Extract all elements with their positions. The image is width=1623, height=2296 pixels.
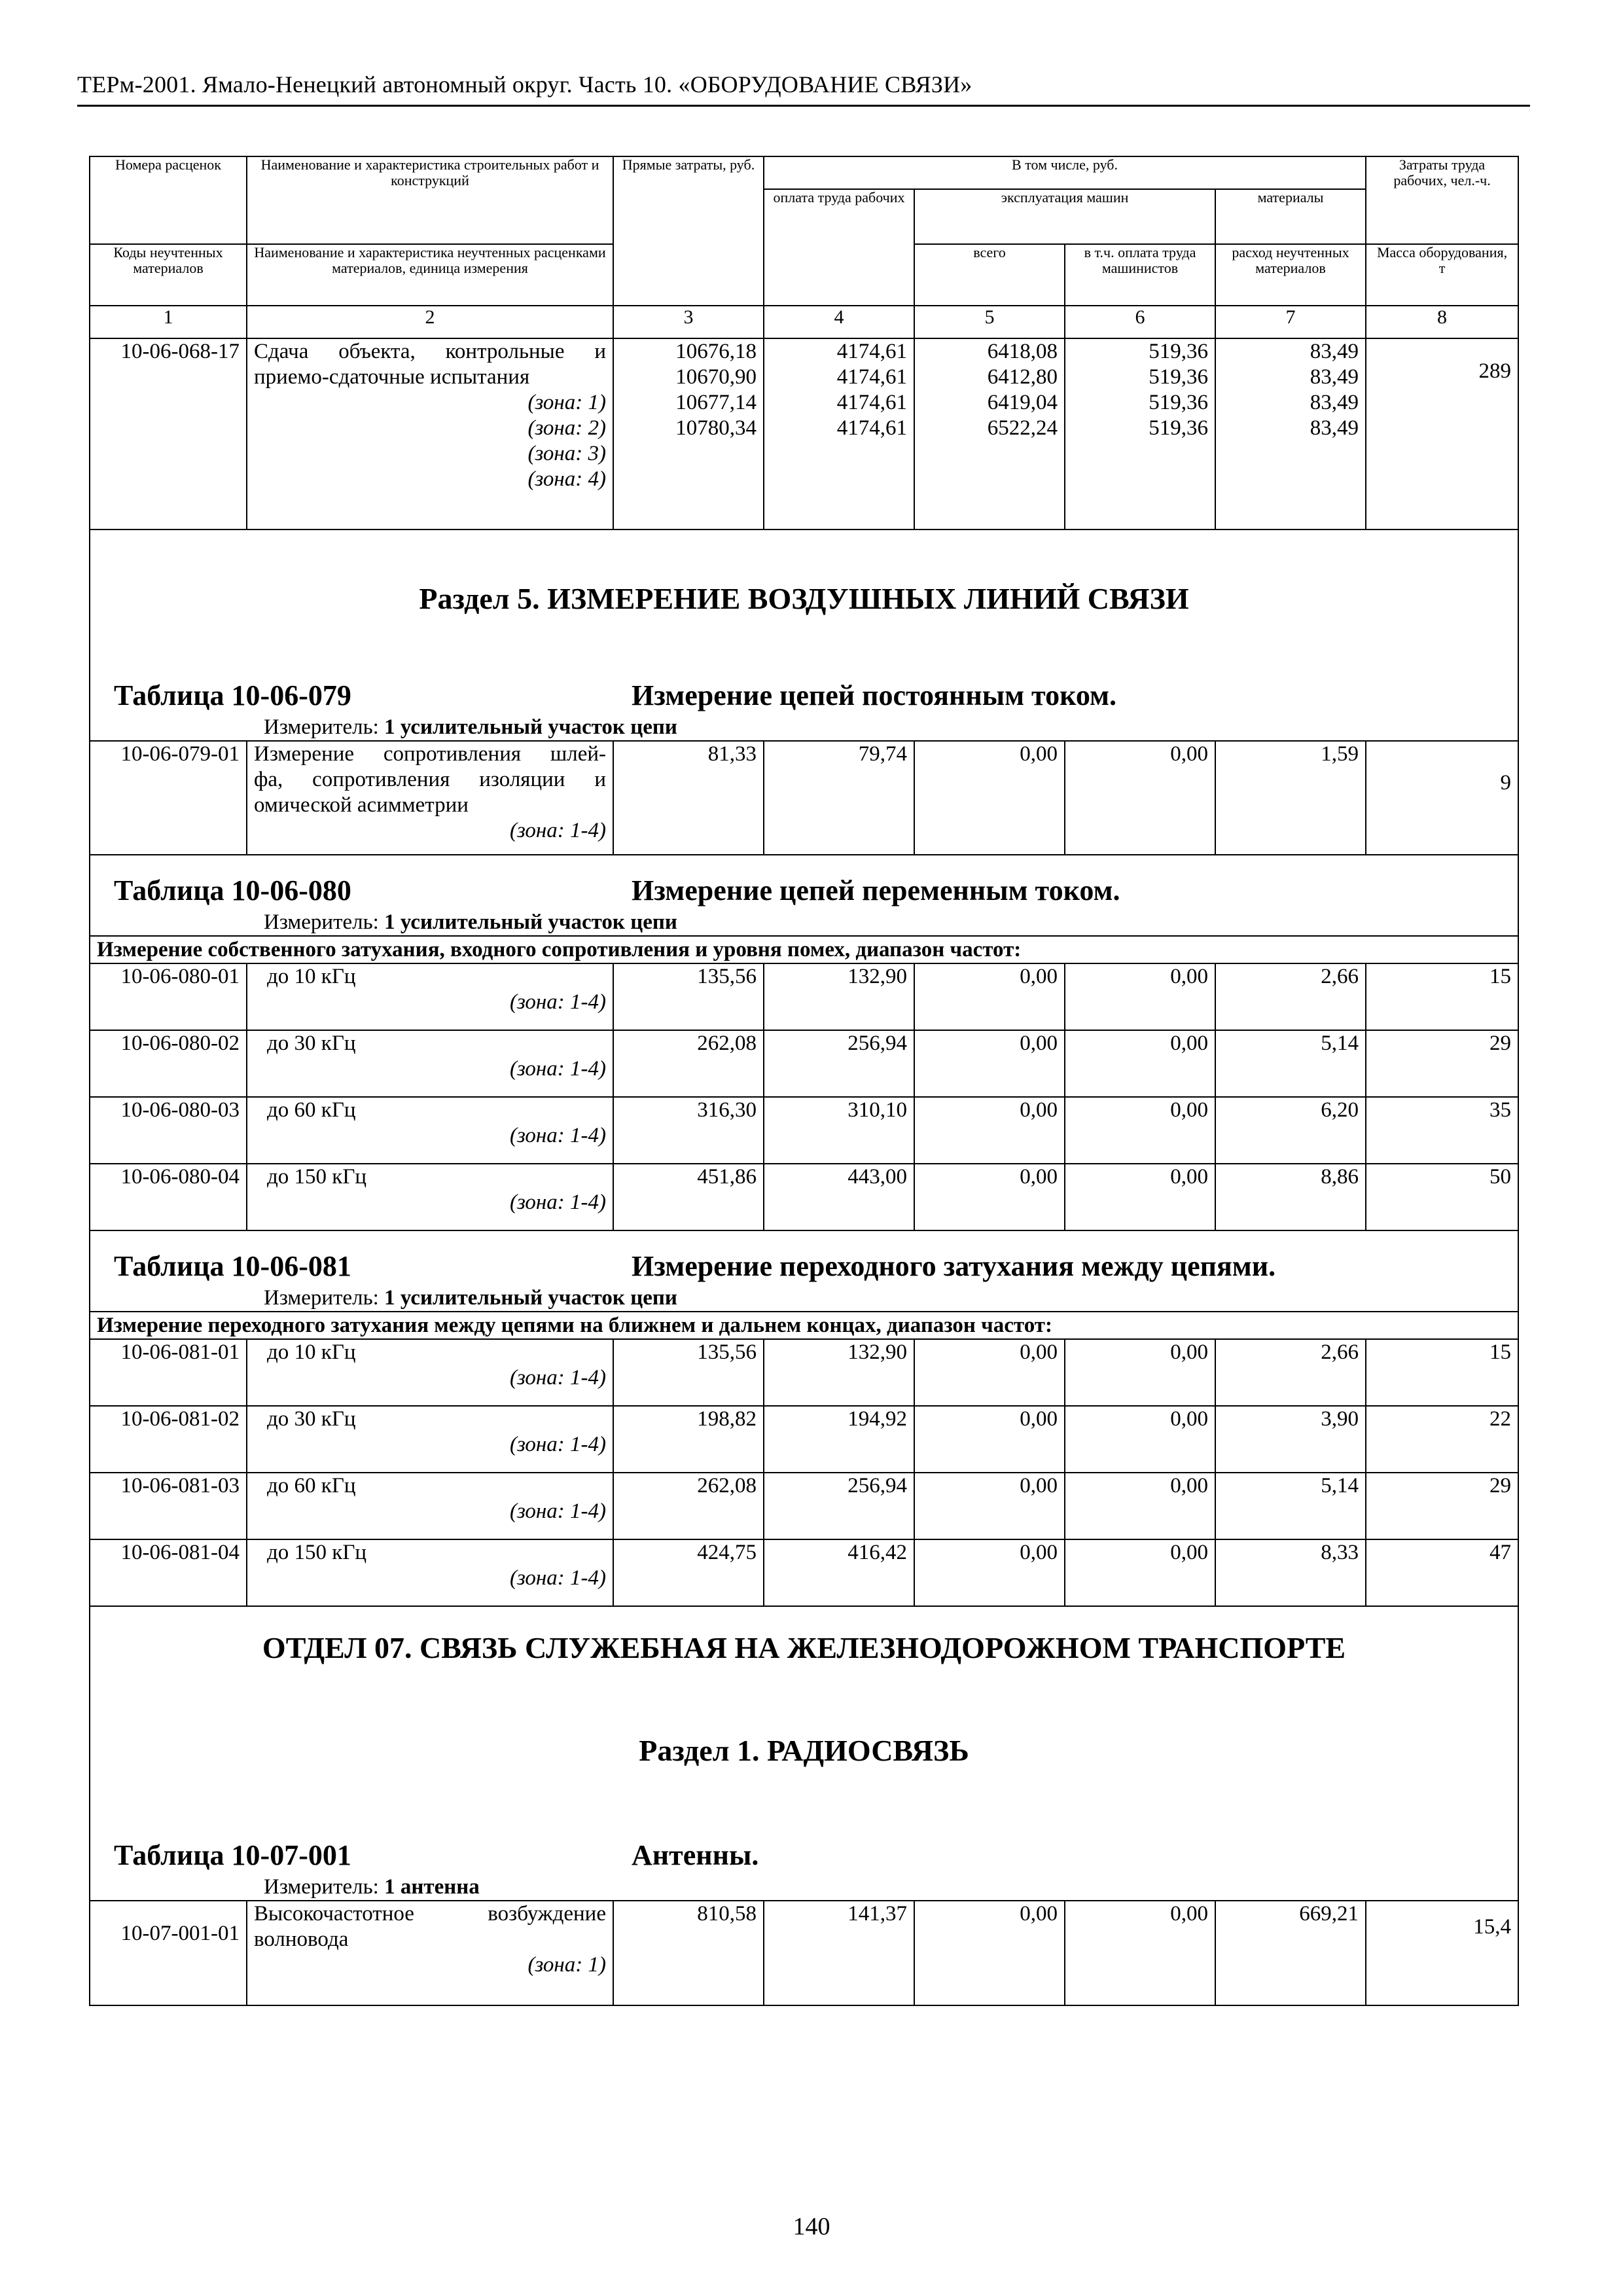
worker-pay: 132,90 <box>764 963 914 1030</box>
col4-header: оплата труда рабочих <box>764 189 914 306</box>
group-heading: Измерение собственного затухания, входного сопротивления и уровня помех, диапазон частот: <box>90 936 1518 963</box>
machines-total: 0,00 <box>914 1030 1065 1097</box>
machinist-pay: 519,36 519,36 519,36 519,36 <box>1065 338 1215 529</box>
rate-code: 10-06-079-01 <box>90 741 247 855</box>
section-block <box>90 529 1518 741</box>
department-title: ОТДЕЛ 07. СВЯЗЬ СЛУЖЕБНАЯ НА ЖЕЛЕЗНОДОРОЖНОМ ТРАНСПОРТЕ <box>262 1631 1346 1664</box>
table-title <box>97 1833 1511 1874</box>
table-row <box>90 1030 1518 1097</box>
col-number: 7 <box>1215 306 1366 338</box>
table-code: Таблица 10-06-080 <box>114 874 351 906</box>
worker-pay: 310,10 <box>764 1097 914 1164</box>
machines-total: 0,00 <box>914 1473 1065 1539</box>
direct-costs: 424,75 <box>613 1539 764 1606</box>
machinist-pay: 0,00 <box>1065 1406 1215 1473</box>
labor-hours: 15 <box>1366 1339 1518 1406</box>
col-number: 4 <box>764 306 914 338</box>
rate-description: Измерение сопротивления шлей- фа, сопротивления изоляции и омической асимметрии (зона: 1-4) <box>247 741 613 855</box>
direct-costs: 262,08 <box>613 1473 764 1539</box>
machinist-pay: 0,00 <box>1065 1097 1215 1164</box>
table-code: Таблица 10-06-079 <box>114 679 351 711</box>
rate-description: до 60 кГц (зона: 1-4) <box>247 1097 613 1164</box>
machinist-pay: 0,00 <box>1065 1164 1215 1230</box>
table-row <box>90 1406 1518 1473</box>
group-heading: Измерение переходного затухания между цепями на ближнем и дальнем концах, диапазон частот: <box>90 1312 1518 1339</box>
table-row <box>90 1473 1518 1539</box>
table-name: Антенны. <box>632 1839 759 1871</box>
direct-costs: 451,86 <box>613 1164 764 1230</box>
worker-pay: 194,92 <box>764 1406 914 1473</box>
incl-header: В том числе, руб. <box>764 156 1366 189</box>
materials-cost: 2,66 <box>1215 963 1366 1030</box>
col2-sub-header: Наименование и характеристика неучтенных расценками материалов, единица измерения <box>247 244 613 306</box>
col-number: 8 <box>1366 306 1518 338</box>
col8-header: Затраты труда рабочих, чел.-ч. <box>1366 156 1518 244</box>
rate-description: до 10 кГц (зона: 1-4) <box>247 963 613 1030</box>
meter-line: Измеритель: 1 усилительный участок цепи <box>264 910 677 934</box>
col-number: 3 <box>613 306 764 338</box>
section-block <box>90 1606 1518 1901</box>
labor-hours: 29 <box>1366 1030 1518 1097</box>
rate-code: 10-06-081-03 <box>90 1473 247 1539</box>
direct-costs: 810,58 <box>613 1901 764 2005</box>
col-number: 2 <box>247 306 613 338</box>
table-title <box>97 1244 1511 1285</box>
section-title: Раздел 5. ИЗМЕРЕНИЕ ВОЗДУШНЫХ ЛИНИЙ СВЯЗИ <box>419 582 1189 615</box>
table-row <box>90 1097 1518 1164</box>
table-title <box>97 673 1511 714</box>
rate-code: 10-06-081-01 <box>90 1339 247 1406</box>
direct-costs: 198,82 <box>613 1406 764 1473</box>
materials-cost: 8,33 <box>1215 1539 1366 1606</box>
col8-sub-header: Масса оборудования, т <box>1366 244 1518 306</box>
machinist-pay: 0,00 <box>1065 741 1215 855</box>
labor-hours: 22 <box>1366 1406 1518 1473</box>
col1-header: Номера расценок <box>90 156 247 244</box>
rate-code: 10-06-080-02 <box>90 1030 247 1097</box>
table-row <box>90 963 1518 1030</box>
direct-costs: 135,56 <box>613 963 764 1030</box>
machines-total: 0,00 <box>914 1539 1065 1606</box>
worker-pay: 79,74 <box>764 741 914 855</box>
materials-cost: 5,14 <box>1215 1473 1366 1539</box>
table-row <box>90 1901 1518 2005</box>
machinist-pay: 0,00 <box>1065 1030 1215 1097</box>
labor-hours: 15,4 <box>1366 1901 1518 2005</box>
materials-cost: 1,59 <box>1215 741 1366 855</box>
rate-description: до 60 кГц (зона: 1-4) <box>247 1473 613 1539</box>
table-name: Измерение переходного затухания между цепями. <box>632 1250 1276 1282</box>
machines-total: 0,00 <box>914 1164 1065 1230</box>
labor-hours: 35 <box>1366 1097 1518 1164</box>
materials-cost: 2,66 <box>1215 1339 1366 1406</box>
worker-pay: 141,37 <box>764 1901 914 2005</box>
table-row <box>90 1339 1518 1406</box>
machines-total: 6418,08 6412,80 6419,04 6522,24 <box>914 338 1065 529</box>
rate-code: 10-06-081-02 <box>90 1406 247 1473</box>
col-number: 1 <box>90 306 247 338</box>
materials-cost: 669,21 <box>1215 1901 1366 2005</box>
page-number: 140 <box>793 2213 830 2240</box>
rate-description: Сдача объекта, контрольные и приемо-сдаточные испытания (зона: 1) (зона: 2) (зона: 3) (зона: 4) <box>247 338 613 529</box>
machines-total: 0,00 <box>914 963 1065 1030</box>
labor-hours: 15 <box>1366 963 1518 1030</box>
labor-hours: 47 <box>1366 1539 1518 1606</box>
table-title <box>97 869 1511 909</box>
labor-hours: 29 <box>1366 1473 1518 1539</box>
col1-sub-header: Коды неучтенных материалов <box>90 244 247 306</box>
machinist-pay: 0,00 <box>1065 1901 1215 2005</box>
table-row <box>90 338 1518 529</box>
materials-cost: 8,86 <box>1215 1164 1366 1230</box>
rate-description: до 150 кГц (зона: 1-4) <box>247 1539 613 1606</box>
direct-costs: 10676,18 10670,90 10677,14 10780,34 <box>613 338 764 529</box>
materials-header: материалы <box>1215 189 1366 244</box>
table-header-block <box>90 1230 1518 1312</box>
table-row <box>90 741 1518 855</box>
table-code: Таблица 10-07-001 <box>114 1839 351 1871</box>
materials-cost: 6,20 <box>1215 1097 1366 1164</box>
materials-cost: 3,90 <box>1215 1406 1366 1473</box>
col5-header: всего <box>914 244 1065 306</box>
col6-header: в т.ч. оплата труда машинистов <box>1065 244 1215 306</box>
machines-total: 0,00 <box>914 1339 1065 1406</box>
running-title: ТЕРм-2001. Ямало-Ненецкий автономный округ. Часть 10. «ОБОРУДОВАНИЕ СВЯЗИ» <box>77 71 972 98</box>
direct-costs: 135,56 <box>613 1339 764 1406</box>
header-rule <box>77 105 1530 107</box>
meter-line: Измеритель: 1 антенна <box>264 1875 480 1899</box>
labor-hours: 50 <box>1366 1164 1518 1230</box>
machinist-pay: 0,00 <box>1065 1539 1215 1606</box>
rate-code: 10-06-068-17 <box>90 338 247 529</box>
machines-header: эксплуатация машин <box>914 189 1215 244</box>
rate-code: 10-06-080-01 <box>90 963 247 1030</box>
materials-cost: 5,14 <box>1215 1030 1366 1097</box>
worker-pay: 132,90 <box>764 1339 914 1406</box>
col2-header: Наименование и характеристика строительных работ и конструкций <box>247 156 613 244</box>
table-header-block <box>90 855 1518 936</box>
table-code: Таблица 10-06-081 <box>114 1250 351 1282</box>
worker-pay: 256,94 <box>764 1030 914 1097</box>
rate-code: 10-07-001-01 <box>90 1901 247 2005</box>
meter-line: Измеритель: 1 усилительный участок цепи <box>264 1286 677 1310</box>
worker-pay: 256,94 <box>764 1473 914 1539</box>
rate-description: до 150 кГц (зона: 1-4) <box>247 1164 613 1230</box>
col7-header: расход неучтенных материалов <box>1215 244 1366 306</box>
rate-code: 10-06-081-04 <box>90 1539 247 1606</box>
col-number: 5 <box>914 306 1065 338</box>
direct-costs: 316,30 <box>613 1097 764 1164</box>
rate-code: 10-06-080-04 <box>90 1164 247 1230</box>
worker-pay: 4174,61 4174,61 4174,61 4174,61 <box>764 338 914 529</box>
direct-costs: 81,33 <box>613 741 764 855</box>
rate-description: до 30 кГц (зона: 1-4) <box>247 1406 613 1473</box>
worker-pay: 416,42 <box>764 1539 914 1606</box>
machines-total: 0,00 <box>914 1406 1065 1473</box>
worker-pay: 443,00 <box>764 1164 914 1230</box>
machines-total: 0,00 <box>914 1097 1065 1164</box>
materials-cost: 83,49 83,49 83,49 83,49 <box>1215 338 1366 529</box>
machinist-pay: 0,00 <box>1065 1473 1215 1539</box>
table-row <box>90 1539 1518 1606</box>
labor-hours: 9 <box>1366 741 1518 855</box>
rate-description: до 10 кГц (зона: 1-4) <box>247 1339 613 1406</box>
direct-costs: 262,08 <box>613 1030 764 1097</box>
col-number: 6 <box>1065 306 1215 338</box>
section-title: Раздел 1. РАДИОСВЯЗЬ <box>639 1734 969 1767</box>
rates-table <box>89 156 1519 2006</box>
col3-header: Прямые затраты, руб. <box>613 156 764 306</box>
machinist-pay: 0,00 <box>1065 963 1215 1030</box>
machinist-pay: 0,00 <box>1065 1339 1215 1406</box>
table-name: Измерение цепей переменным током. <box>632 874 1120 906</box>
rate-code: 10-06-080-03 <box>90 1097 247 1164</box>
machines-total: 0,00 <box>914 741 1065 855</box>
table-name: Измерение цепей постоянным током. <box>632 679 1116 711</box>
meter-line: Измеритель: 1 усилительный участок цепи <box>264 715 677 739</box>
rate-description: Высокочастотное возбуждение волновода (зона: 1) <box>247 1901 613 2005</box>
machines-total: 0,00 <box>914 1901 1065 2005</box>
table-row <box>90 1164 1518 1230</box>
rate-description: до 30 кГц (зона: 1-4) <box>247 1030 613 1097</box>
labor-hours: 289 <box>1366 338 1518 529</box>
